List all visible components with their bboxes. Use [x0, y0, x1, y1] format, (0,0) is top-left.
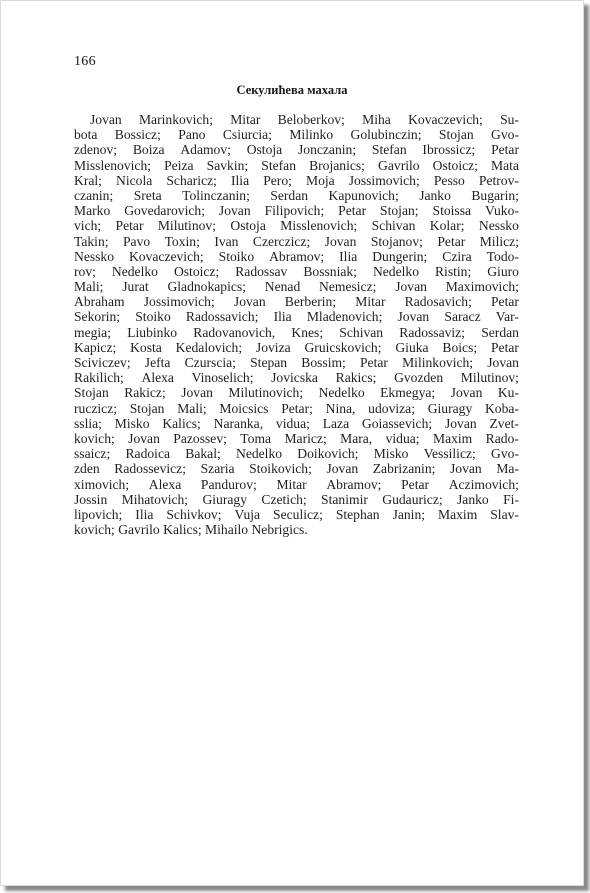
text-line: zdenov; Boiza Adamov; Ostoja Jonczanin; Stefan Ibrossicz; Petar	[74, 142, 519, 158]
text-line: megia; Liubinko Radovanovich, Knes; Schivan Radossaviz; Serdan	[74, 324, 519, 340]
text-line: Stojan Rakicz; Jovan Milutinovich; Nedelko Ekmegya; Jovan Ku-	[74, 385, 519, 401]
text-line: Mali; Jurat Gladnokapics; Nenad Nemesicz; Jovan Maximovich;	[74, 279, 519, 295]
text-line: kovich; Gavrilo Kalics; Mihailo Nebrigics.	[74, 522, 308, 538]
text-line: Misslenovich; Peiza Savkin; Stefan Brojanics; Gavrilo Ostoicz; Mata	[74, 157, 519, 173]
text-line: Abraham Jossimovich; Jovan Berberin; Mitar Radosavich; Petar	[74, 294, 519, 310]
text-line: sslia; Misko Kalics; Naranka, vidua; Laza Goiassevich; Jovan Zvet-	[74, 415, 519, 431]
text-line: Sekorin; Stoiko Radossavich; Ilia Mladenovich; Jovan Saracz Var-	[74, 309, 519, 325]
text-line: ssaicz; Radoica Bakal; Nedelko Doikovich; Misko Vessilicz; Gvo-	[74, 446, 519, 462]
text-line: Marko Govedarovich; Jovan Filipovich; Petar Stojan; Stoissa Vuko-	[74, 203, 519, 219]
name-list-paragraph	[74, 112, 519, 537]
text-line: Kral; Nicola Scharicz; Ilia Pero; Moja Jossimovich; Pesso Petrov-	[74, 172, 519, 188]
text-line: vich; Petar Milutinov; Ostoja Misslenovich; Schivan Kolar; Nessko	[74, 218, 519, 234]
text-line: bota Bossicz; Pano Csiurcia; Milinko Golubinczin; Stojan Gvo-	[74, 127, 519, 143]
text-line: Takin; Pavo Toxin; Ivan Czerczicz; Jovan Stojanov; Petar Milicz;	[74, 233, 519, 249]
text-line: Nessko Kovaczevich; Stoiko Abramov; Ilia Dungerin; Czira Todo-	[74, 248, 519, 264]
text-line: Kapicz; Kosta Kedalovich; Joviza Gruicskovich; Giuka Boics; Petar	[74, 339, 519, 355]
section-heading: Секулићева махала	[236, 83, 348, 97]
text-line: Sciviczev; Jefta Czurscia; Stepan Bossim; Petar Milinkovich; Jovan	[74, 355, 519, 370]
text-line: kovich; Jovan Pazossev; Toma Maricz; Mara, vidua; Maxim Rado-	[74, 430, 519, 446]
text-line: rov; Nedelko Ostoicz; Radossav Bossniak; Nedelko Ristin; Giuro	[74, 263, 519, 279]
text-line: Rakilich; Alexa Vinoselich; Jovicska Rakics; Gvozden Milutinov;	[74, 370, 519, 386]
text-line: ruczicz; Stojan Mali; Moicsics Petar; Nina, udoviza; Giuragy Koba-	[74, 400, 519, 416]
text-line: Jossin Mihatovich; Giuragy Czetich; Stanimir Gudauricz; Janko Fi-	[74, 491, 519, 507]
text-line: Jovan Marinkovich; Mitar Beloberkov; Miha Kovaczevich; Su-	[90, 112, 519, 127]
text-line: lipovich; Ilia Schivkov; Vuja Seculicz; Stephan Janin; Maxim Slav-	[74, 506, 519, 522]
page-number: 166	[74, 54, 96, 69]
text-line: zden Radossevicz; Szaria Stoikovich; Jovan Zabrizanin; Jovan Ma-	[74, 461, 519, 477]
text-line: ximovich; Alexa Pandurov; Mitar Abramov; Petar Aczimovich;	[74, 476, 519, 492]
text-line: czanin; Sreta Tolinczanin; Serdan Kapunovich; Janko Bugarin;	[74, 187, 519, 203]
